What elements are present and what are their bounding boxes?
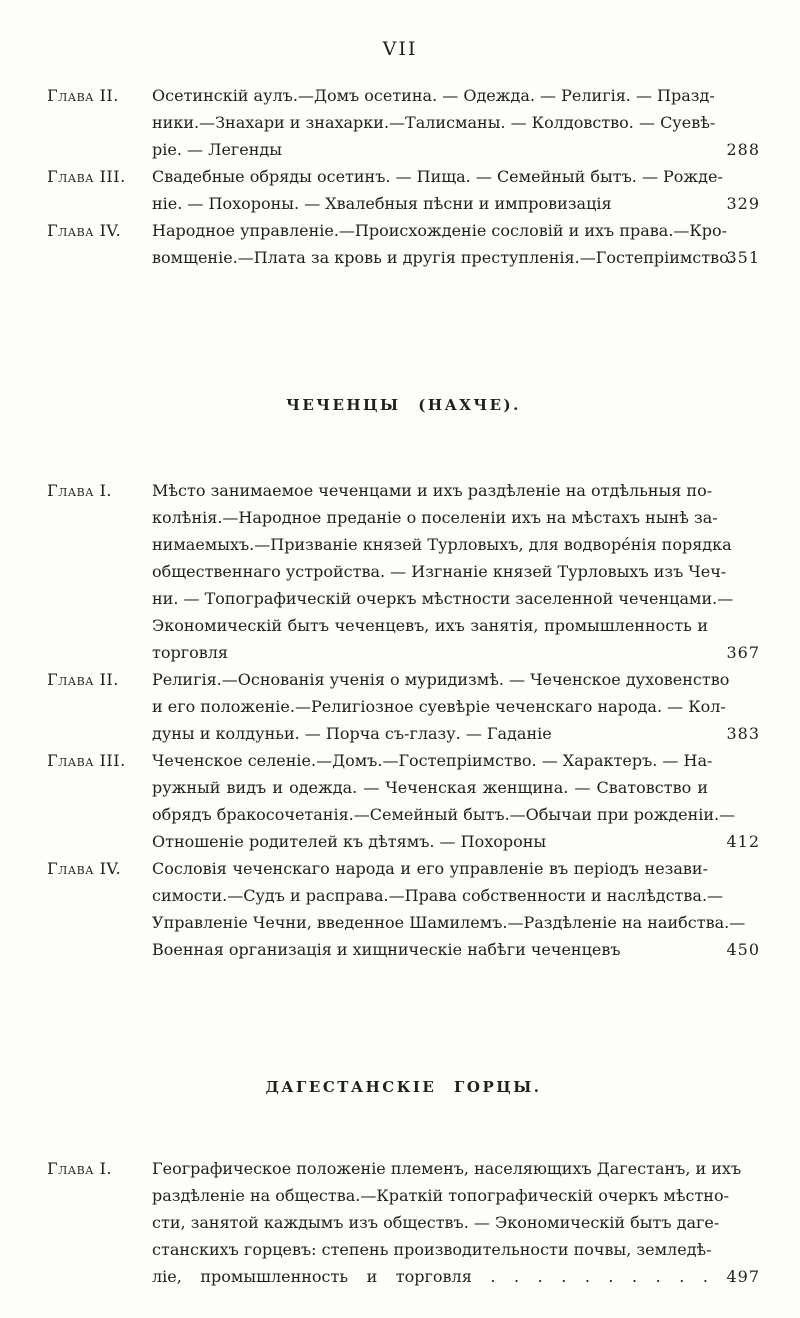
toc-entry [47, 163, 760, 217]
page-number: 450 [726, 940, 760, 959]
chapter-label: Глава I. [47, 1159, 113, 1178]
toc-line: Военная организація и хищническіе набѣги чеченцевъ [152, 940, 621, 959]
toc-line: симости.—Судъ и расправа.—Права собственности и наслѣдства.— [152, 886, 724, 905]
chapter-label: Глава III. [47, 751, 126, 770]
toc-entry [47, 1155, 760, 1290]
toc-line: Сословія чеченскаго народа и его управленіе въ періодъ незави- [152, 859, 708, 878]
chapter-label: Глава II. [47, 670, 119, 689]
page-number: 351 [726, 248, 760, 267]
toc-line: ріе. — Легенды [152, 140, 283, 159]
entry-body [152, 1155, 742, 1290]
page-number: 367 [726, 643, 760, 662]
entry-body [152, 163, 723, 217]
toc-line: Экономическій бытъ чеченцевъ, ихъ занятія, промышленность и [152, 616, 708, 635]
toc-line: Чеченское селеніе.—Домъ.—Гостепріимство. — Характеръ. — На- [152, 751, 713, 770]
toc-line: Народное управленіе.—Происхожденіе сословій и ихъ права.—Кро- [152, 221, 728, 240]
toc-line: обрядъ бракосочетанія.—Семейный бытъ.—Обычаи при рожденіи.— [152, 805, 736, 824]
chapter-label: Глава I. [47, 481, 113, 500]
toc-line: ники.—Знахари и знахарки.—Талисманы. — Колдовство. — Суевѣ- [152, 113, 716, 132]
toc-line: Религія.—Основанія ученія о муридизмѣ. — Чеченское духовенство [152, 670, 730, 689]
toc-line: дуны и колдуньи. — Порча съ-глазу. — Гаданіе [152, 724, 552, 743]
page-number: 383 [726, 724, 760, 743]
toc-entry [47, 747, 760, 855]
folio-number: VII [382, 38, 418, 60]
section-heading: ДАГЕСТАНСКІЕ ГОРЦЫ. [265, 1078, 542, 1096]
toc-line: вомщеніе.—Плата за кровь и другія преступленія.—Гостепріимство. [152, 248, 734, 267]
entry-body [152, 217, 734, 271]
page-number: 497 [726, 1267, 760, 1286]
toc-line: раздѣленіе на общества.—Краткій топографическій очеркъ мѣстно- [152, 1186, 730, 1205]
toc-entry [47, 477, 760, 666]
toc-line: Управленіе Чечни, введенное Шамилемъ.—Раздѣленіе на наибства.— [152, 913, 746, 932]
toc-entry [47, 855, 760, 963]
toc-line: ніе. — Похороны. — Хвалебныя пѣсни и импровизація [152, 194, 612, 213]
toc-line: Отношеніе родителей къ дѣтямъ. — Похороны [152, 832, 547, 851]
chapter-label: Глава II. [47, 86, 119, 105]
toc-line: Мѣсто занимаемое чеченцами и ихъ раздѣленіе на отдѣльныя по- [152, 481, 713, 500]
entry-body [152, 82, 716, 163]
toc-entry [47, 82, 760, 163]
toc-line: ни. — Топографическій очеркъ мѣстности заселенной чеченцами.— [152, 589, 734, 608]
page-number: 329 [726, 194, 760, 213]
section-heading: ЧЕЧЕНЦЫ (НАХЧЕ). [286, 396, 521, 414]
toc-line: нимаемыхъ.—Призваніе князей Турловыхъ, для водворе́нія порядка [152, 535, 732, 554]
toc-line: Свадебные обряды осетинъ. — Пища. — Семейный бытъ. — Рожде- [152, 167, 723, 186]
toc-line: ружный видъ и одежда. — Чеченская женщина. — Сватовство и [152, 778, 708, 797]
toc-line: Географическое положеніе племенъ, населяющихъ Дагестанъ, и ихъ [152, 1159, 742, 1178]
page-number: 288 [726, 140, 760, 159]
toc-line: и его положеніе.—Религіозное суевѣріе чеченскаго народа. — Кол- [152, 697, 726, 716]
toc-line: станскихъ горцевъ: степень производительности почвы, земледѣ- [152, 1240, 712, 1259]
toc-line: торговля [152, 643, 229, 662]
table-of-contents [47, 82, 760, 1290]
page-number: 412 [726, 832, 760, 851]
toc-line: ліе, промышленность и торговля . . . . . . . . . . [152, 1267, 708, 1286]
toc-line: Осетинскій аулъ.—Домъ осетина. — Одежда. — Религія. — Празд- [152, 86, 715, 105]
chapter-label: Глава IV. [47, 859, 122, 878]
toc-line: колѣнія.—Народное преданіе о поселеніи ихъ на мѣстахъ нынѣ за- [152, 508, 718, 527]
toc-line: сти, занятой каждымъ изъ обществъ. — Экономическій бытъ даге- [152, 1213, 720, 1232]
chapter-label: Глава III. [47, 167, 126, 186]
toc-entry [47, 217, 760, 271]
entry-body [152, 666, 730, 747]
toc-entry [47, 666, 760, 747]
entry-body [152, 747, 736, 855]
chapter-label: Глава IV. [47, 221, 122, 240]
toc-line: общественнаго устройства. — Изгнаніе князей Турловыхъ изъ Чеч- [152, 562, 727, 581]
entry-body [152, 477, 734, 666]
